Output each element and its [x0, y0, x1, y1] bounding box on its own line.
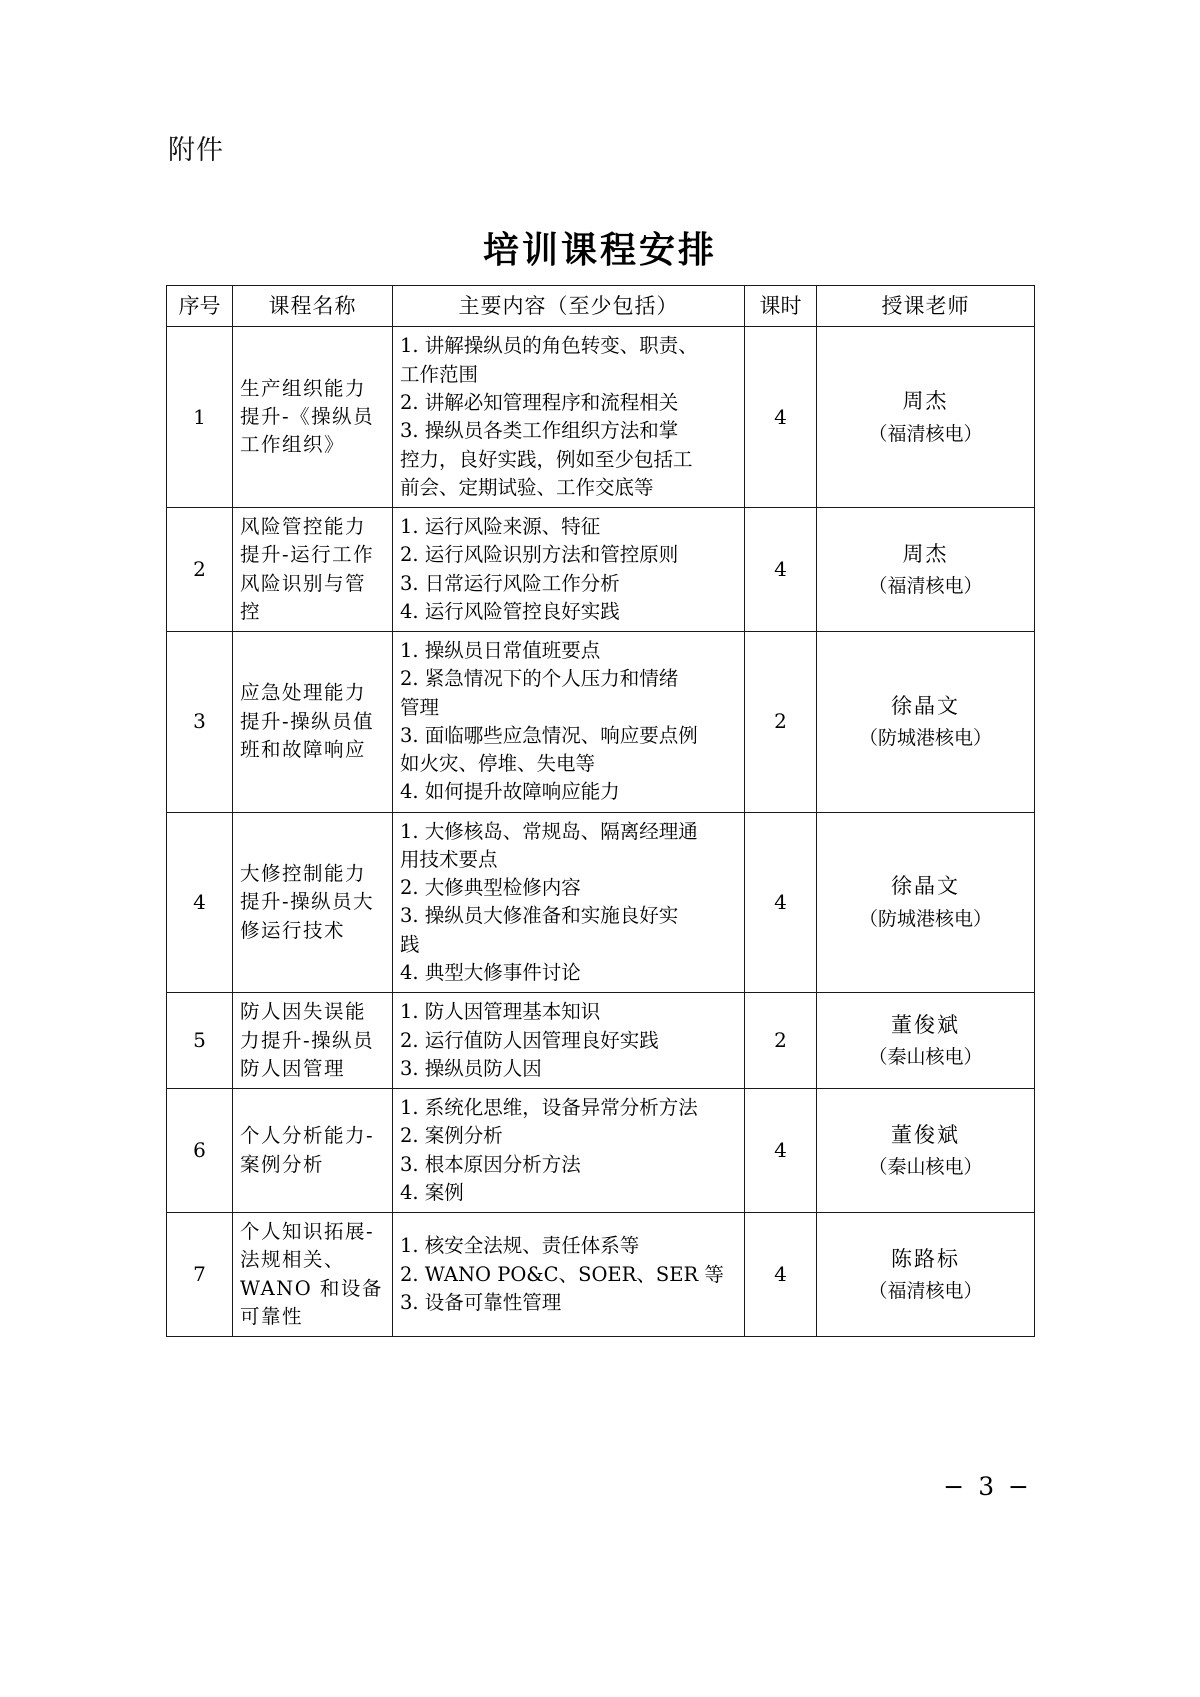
- content-line: 4. 运行风险管控良好实践: [400, 599, 620, 623]
- cell-hours: 2: [745, 632, 817, 813]
- column-header-course-name: 课程名称: [233, 286, 393, 327]
- column-header-no: 序号: [167, 286, 233, 327]
- content-line: 2. 紧急情况下的个人压力和情绪: [400, 667, 679, 691]
- training-course-table: [166, 285, 1035, 1337]
- table-row: [167, 632, 1035, 813]
- table-row: [167, 508, 1035, 632]
- content-line: 1. 大修核岛、常规岛、隔离经理通: [400, 819, 698, 843]
- teacher-organization: （防城港核电）: [858, 908, 992, 931]
- content-line: 3. 日常运行风险工作分析: [400, 571, 620, 595]
- cell-course-name: 风险管控能力提升-运行工作风险识别与管控: [233, 508, 393, 632]
- teacher-name: 周杰: [902, 541, 949, 566]
- content-line: 3. 操纵员防人因: [400, 1056, 542, 1080]
- content-line: 4. 典型大修事件讨论: [400, 961, 581, 985]
- cell-row-number: 5: [167, 993, 233, 1089]
- teacher-name: 董俊斌: [891, 1012, 960, 1037]
- content-line: 1. 运行风险来源、特征: [400, 515, 601, 539]
- cell-row-number: 7: [167, 1213, 233, 1337]
- content-line: 1. 系统化思维，设备异常分析方法: [400, 1096, 698, 1120]
- page-title: 培训课程安排: [482, 229, 717, 271]
- content-line: 管理: [400, 695, 440, 719]
- cell-teacher: [817, 812, 1035, 993]
- content-line: 3. 操纵员各类工作组织方法和掌: [400, 419, 679, 443]
- table-header-row: [167, 286, 1035, 327]
- table-row: [167, 993, 1035, 1089]
- cell-row-number: 2: [167, 508, 233, 632]
- cell-teacher: [817, 327, 1035, 508]
- teacher-organization: （秦山核电）: [868, 1046, 983, 1069]
- column-header-hours: 课时: [745, 286, 817, 327]
- cell-main-content: [393, 508, 745, 632]
- content-line: 4. 案例: [400, 1180, 464, 1204]
- content-line: 2. 案例分析: [400, 1124, 503, 1148]
- cell-course-name: 大修控制能力提升-操纵员大修运行技术: [233, 812, 393, 993]
- teacher-name: 徐晶文: [891, 693, 960, 718]
- cell-course-name: 防人因失误能力提升-操纵员防人因管理: [233, 993, 393, 1089]
- content-line: 4. 如何提升故障响应能力: [400, 780, 620, 804]
- teacher-organization: （福清核电）: [868, 575, 983, 598]
- cell-teacher: [817, 993, 1035, 1089]
- cell-teacher: [817, 508, 1035, 632]
- cell-hours: 4: [745, 812, 817, 993]
- teacher-name: 徐晶文: [891, 874, 960, 899]
- content-line: 1. 讲解操纵员的角色转变、职责、: [400, 334, 698, 358]
- teacher-organization: （福清核电）: [868, 1280, 983, 1303]
- content-line: 如火灾、停堆、失电等: [400, 752, 596, 776]
- content-line: 工作范围: [400, 362, 479, 386]
- cell-course-name: 应急处理能力提升-操纵员值班和故障响应: [233, 632, 393, 813]
- content-line: 3. 面临哪些应急情况、响应要点例: [400, 723, 698, 747]
- cell-course-name: 生产组织能力提升-《操纵员工作组织》: [233, 327, 393, 508]
- teacher-name: 周杰: [902, 389, 949, 414]
- content-line: 前会、定期试验、工作交底等: [400, 475, 654, 499]
- content-line: 2. 运行风险识别方法和管控原则: [400, 543, 679, 567]
- cell-course-name: 个人分析能力-案例分析: [233, 1089, 393, 1213]
- teacher-organization: （秦山核电）: [868, 1156, 983, 1179]
- cell-row-number: 3: [167, 632, 233, 813]
- content-line: 3. 操纵员大修准备和实施良好实: [400, 904, 679, 928]
- cell-teacher: [817, 632, 1035, 813]
- cell-hours: 4: [745, 1089, 817, 1213]
- cell-teacher: [817, 1089, 1035, 1213]
- cell-row-number: 6: [167, 1089, 233, 1213]
- column-header-main-content: 主要内容（至少包括）: [393, 286, 745, 327]
- content-line: 1. 操纵员日常值班要点: [400, 639, 601, 663]
- content-line: 2. 运行值防人因管理良好实践: [400, 1028, 659, 1052]
- cell-row-number: 4: [167, 812, 233, 993]
- cell-hours: 4: [745, 327, 817, 508]
- table-row: [167, 1213, 1035, 1337]
- content-line: 控力，良好实践，例如至少包括工: [400, 447, 693, 471]
- content-line: 2. WANO PO&C、SOER、SER 等: [400, 1262, 724, 1286]
- content-line: 用技术要点: [400, 847, 498, 871]
- attachment-label: 附件: [168, 135, 224, 166]
- cell-teacher: [817, 1213, 1035, 1337]
- cell-main-content: [393, 993, 745, 1089]
- table-row: [167, 1089, 1035, 1213]
- table-row: [167, 812, 1035, 993]
- teacher-name: 董俊斌: [891, 1122, 960, 1147]
- cell-main-content: [393, 632, 745, 813]
- teacher-organization: （防城港核电）: [858, 727, 992, 750]
- cell-hours: 4: [745, 1213, 817, 1337]
- content-line: 3. 设备可靠性管理: [400, 1290, 562, 1314]
- cell-hours: 2: [745, 993, 817, 1089]
- content-line: 2. 大修典型检修内容: [400, 876, 581, 900]
- content-line: 1. 防人因管理基本知识: [400, 1000, 601, 1024]
- cell-main-content: [393, 1213, 745, 1337]
- content-line: 1. 核安全法规、责任体系等: [400, 1234, 640, 1258]
- page-number: − 3 −: [943, 1472, 1032, 1501]
- cell-hours: 4: [745, 508, 817, 632]
- cell-course-name: 个人知识拓展-法规相关、WANO 和设备可靠性: [233, 1213, 393, 1337]
- teacher-organization: （福清核电）: [868, 422, 983, 445]
- content-line: 3. 根本原因分析方法: [400, 1152, 581, 1176]
- column-header-teacher: 授课老师: [817, 286, 1035, 327]
- cell-main-content: [393, 812, 745, 993]
- teacher-name: 陈路标: [891, 1246, 960, 1271]
- cell-row-number: 1: [167, 327, 233, 508]
- content-line: 践: [400, 932, 420, 956]
- cell-main-content: [393, 327, 745, 508]
- cell-main-content: [393, 1089, 745, 1213]
- table-row: [167, 327, 1035, 508]
- content-line: 2. 讲解必知管理程序和流程相关: [400, 390, 679, 414]
